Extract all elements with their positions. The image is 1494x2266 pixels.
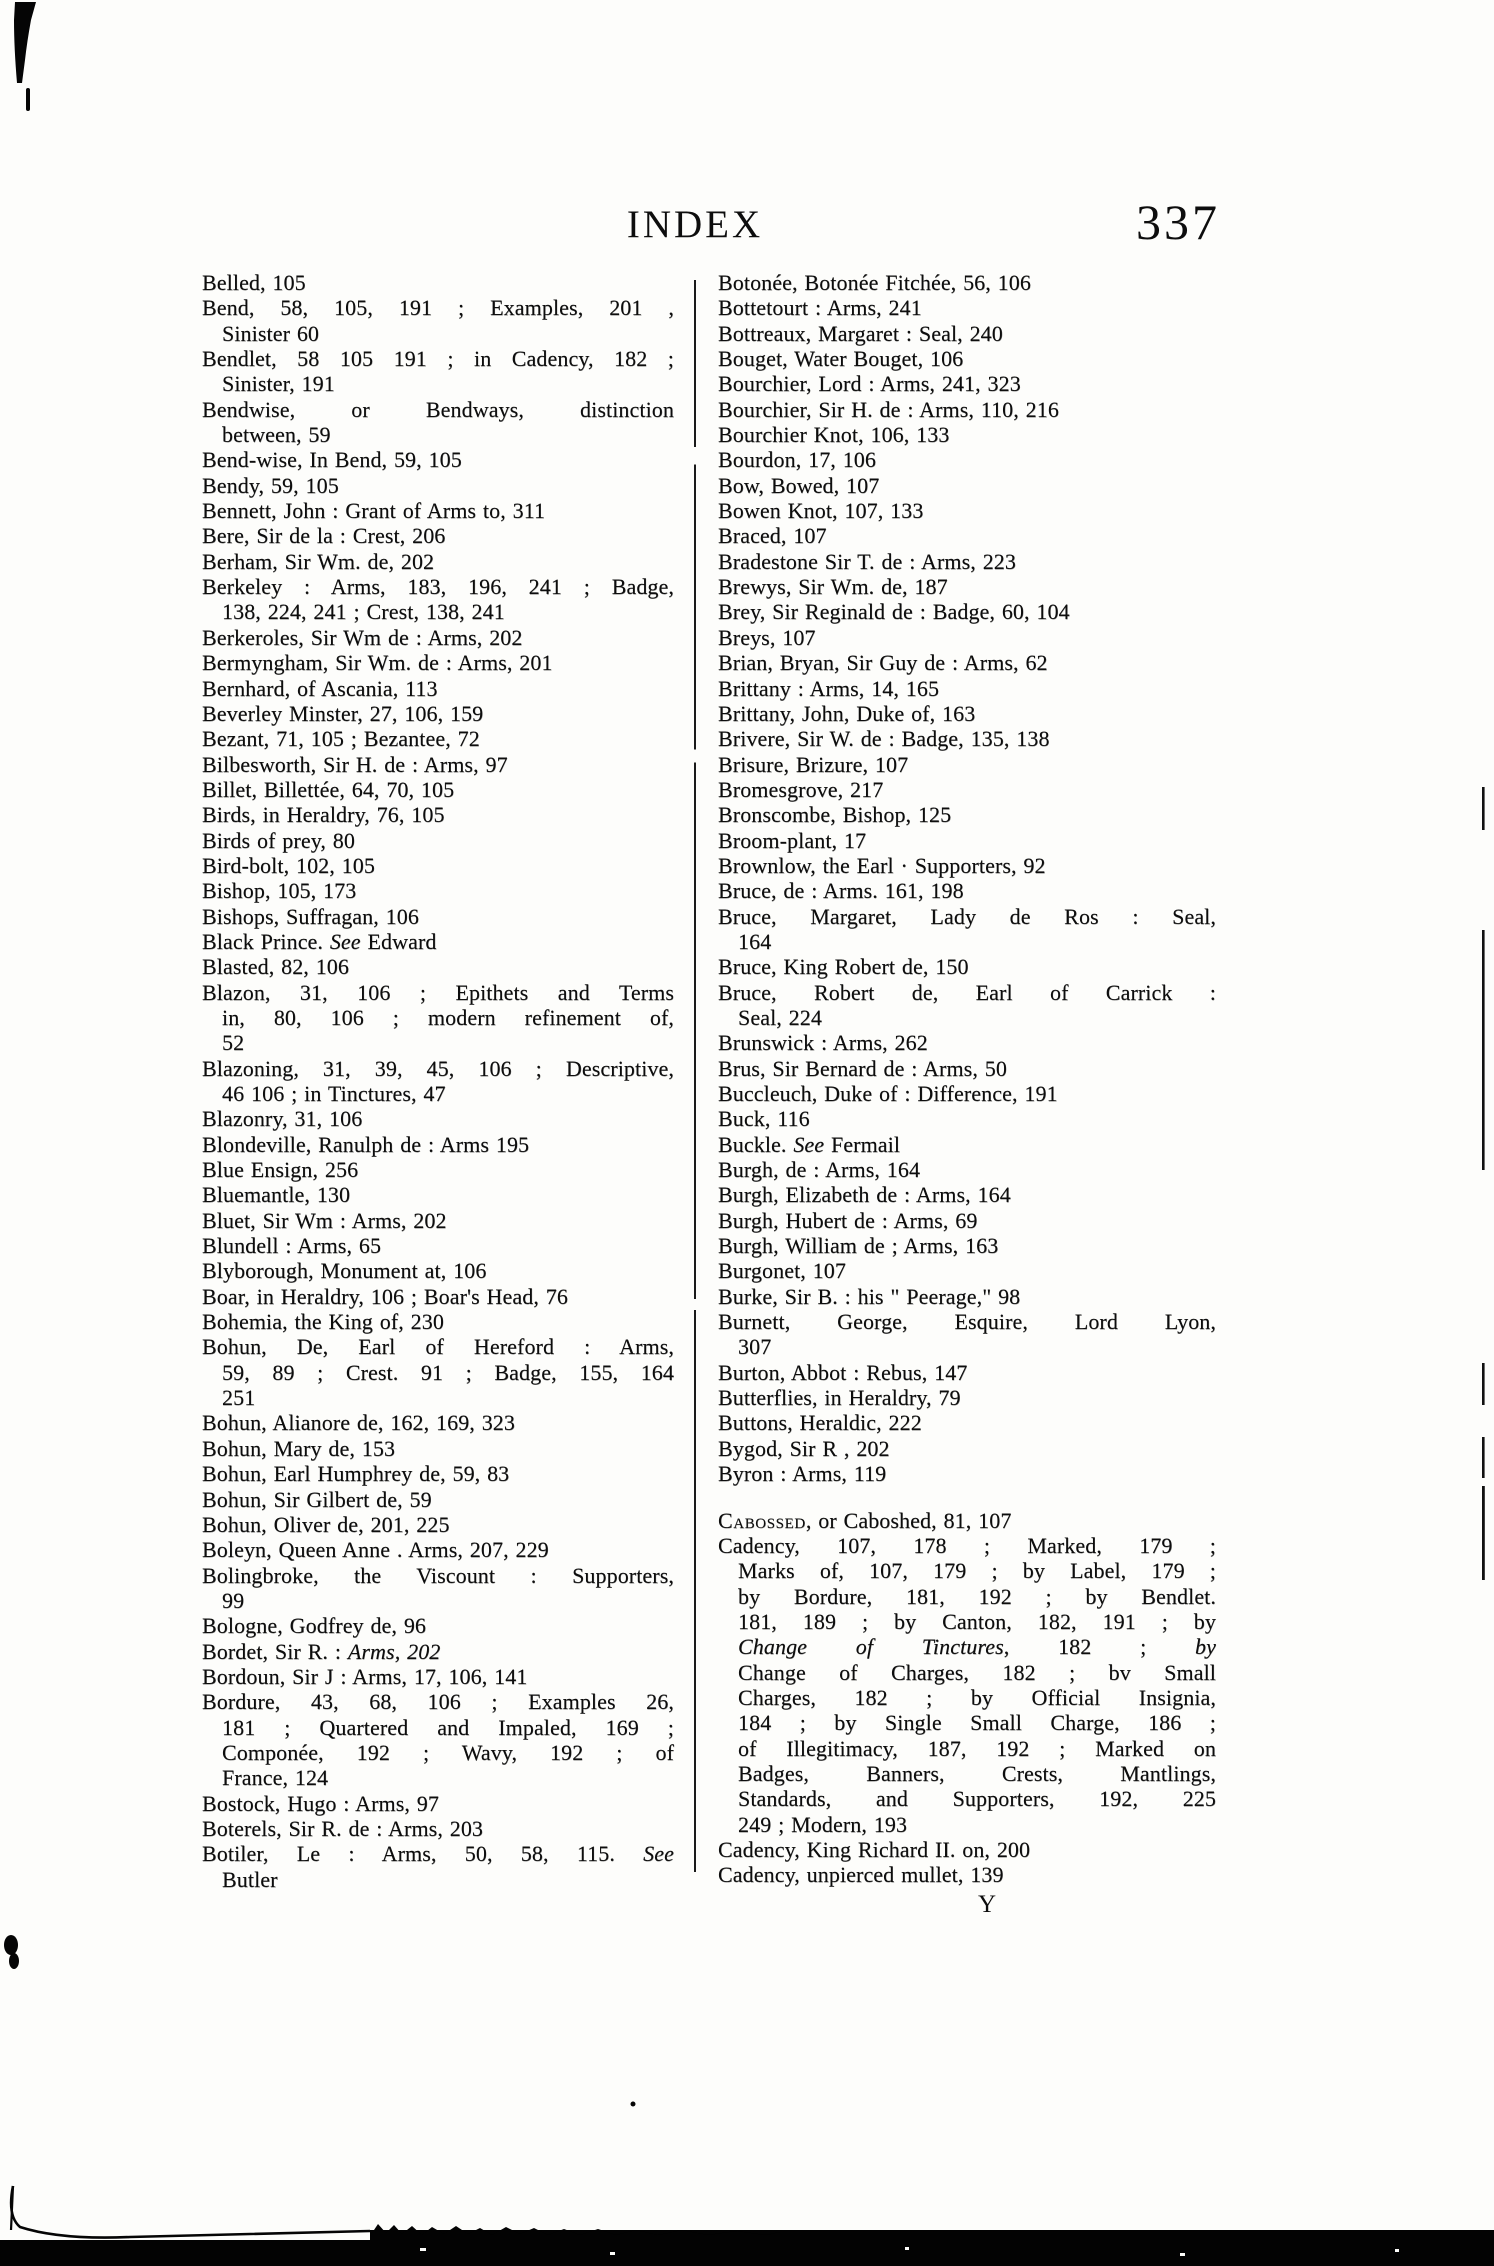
index-line [202, 726, 674, 751]
index-text: Brisure, Brizure, 107 [718, 751, 909, 777]
index-line [718, 1410, 1216, 1435]
index-line [202, 1588, 674, 1613]
index-line [718, 777, 1216, 802]
index-text: Blasted, 82, 106 [202, 954, 349, 980]
index-text: Bottetourt : Arms, 241 [718, 295, 922, 321]
index-line [202, 1461, 674, 1486]
index-line [202, 1081, 674, 1106]
index-line [202, 1182, 674, 1207]
index-text: Bruce, Robert de, Earl of Carrick : [718, 979, 1216, 1005]
index-line [202, 1030, 674, 1055]
index-text: Boar, in Heraldry, 106 ; Boar's Head, 76 [202, 1283, 568, 1309]
index-text: Blyborough, Monument at, 106 [202, 1258, 487, 1284]
index-text: Bordure, 43, 68, 106 ; Examples 26, [202, 1689, 674, 1715]
index-line [202, 422, 674, 447]
index-text: Bendwise, or Bendways, distinction [202, 396, 674, 422]
ink-blot-left-margin [4, 1935, 18, 1955]
index-line [202, 1334, 674, 1359]
index-text: Brittany : Arms, 14, 165 [718, 675, 940, 701]
index-line [202, 1841, 674, 1866]
index-text: 184 ; by Single Small Charge, 186 ; [738, 1710, 1216, 1736]
index-line [718, 1862, 1216, 1887]
index-line [202, 1512, 674, 1537]
index-line [718, 904, 1216, 929]
index-text: Cadency, unpierced mullet, 139 [718, 1862, 1004, 1888]
index-text: Bourdon, 17, 106 [718, 447, 876, 473]
index-text: Buckle. [718, 1131, 794, 1157]
index-line [202, 1385, 674, 1410]
index-text: Botiler, Le : Arms, 50, 58, 115. [202, 1841, 644, 1867]
index-text: Bostock, Hugo : Arms, 97 [202, 1790, 439, 1816]
index-text: Bow, Bowed, 107 [718, 472, 880, 498]
index-line [202, 1765, 674, 1790]
page-number: 337 [1136, 194, 1220, 250]
index-text: Boleyn, Queen Anne . Arms, 207, 229 [202, 1537, 549, 1563]
index-text: Cabossed [718, 1507, 806, 1533]
index-line [202, 371, 674, 396]
index-text: Buck, 116 [718, 1106, 810, 1132]
index-text: Standards, and Supporters, 192, 225 [738, 1786, 1216, 1812]
index-text: Bruce, King Robert de, 150 [718, 954, 969, 980]
index-line [718, 650, 1216, 675]
index-line [202, 1436, 674, 1461]
index-line [718, 1030, 1216, 1055]
index-text: Bendy, 59, 105 [202, 472, 339, 498]
index-text: Berham, Sir Wm. de, 202 [202, 548, 435, 574]
index-text: Bilbesworth, Sir H. de : Arms, 97 [202, 751, 508, 777]
index-line [202, 1410, 674, 1435]
index-line [718, 853, 1216, 878]
index-line [202, 1360, 674, 1385]
index-text: Belled, 105 [202, 270, 306, 295]
index-text: Edward [360, 928, 437, 954]
index-text: 181, 189 ; by Canton, 182, 191 ; by [738, 1608, 1216, 1634]
index-line [718, 752, 1216, 777]
index-text: See [643, 1841, 674, 1867]
index-text: Burton, Abbot : Rebus, 147 [718, 1359, 968, 1385]
index-text: Bologne, Godfrey de, 96 [202, 1613, 427, 1639]
blank-line [718, 1487, 1216, 1508]
index-text: Birds of prey, 80 [202, 827, 355, 853]
index-line [202, 523, 674, 548]
index-text: Bend, 58, 105, 191 ; Examples, 201 , [202, 295, 674, 321]
index-text: Bezant, 71, 105 ; Bezantee, 72 [202, 726, 480, 752]
index-line [202, 447, 674, 472]
index-text: Cadency, King Richard II. on, 200 [718, 1836, 1031, 1862]
index-text: between, 59 [222, 422, 331, 448]
index-text: Seal, 224 [738, 1004, 822, 1030]
column-divider-rule [694, 280, 696, 1872]
index-text: 46 106 ; in Tinctures, 47 [222, 1081, 446, 1106]
index-text: Breys, 107 [718, 624, 816, 650]
index-line [202, 802, 674, 827]
index-line [202, 1816, 674, 1841]
index-text: Marks of, 107, 179 ; by Label, 179 ; [738, 1558, 1216, 1584]
index-text: 164 [738, 928, 772, 954]
index-line [202, 295, 674, 320]
index-text: Bronscombe, Bishop, 125 [718, 802, 952, 828]
index-text: Bottreaux, Margaret : Seal, 240 [718, 320, 1003, 346]
index-line [718, 1208, 1216, 1233]
index-text: Bluet, Sir Wm : Arms, 202 [202, 1207, 447, 1233]
index-text: Change of Charges, 182 ; bv Small [738, 1659, 1216, 1685]
index-text: Componée, 192 ; Wavy, 192 ; of [222, 1739, 674, 1765]
index-text: Change of Tinctures [738, 1634, 1004, 1660]
index-text: 59, 89 ; Crest. 91 ; Badge, 155, 164 [222, 1359, 674, 1385]
index-line [202, 853, 674, 878]
index-line [202, 549, 674, 574]
index-text: Brian, Bryan, Sir Guy de : Arms, 62 [718, 650, 1048, 676]
index-line [718, 1558, 1216, 1583]
index-line [718, 1056, 1216, 1081]
index-line [202, 878, 674, 903]
ink-blot-top-left [14, 2, 36, 83]
index-line [202, 1056, 674, 1081]
index-line [202, 1613, 674, 1638]
index-text: 249 ; Modern, 193 [738, 1811, 908, 1837]
index-line [202, 1791, 674, 1816]
index-line [202, 676, 674, 701]
index-text: Boterels, Sir R. de : Arms, 203 [202, 1815, 484, 1841]
index-line [718, 1634, 1216, 1659]
page-title: INDEX [626, 203, 764, 246]
index-text: Blondeville, Ranulph de : Arms 195 [202, 1131, 530, 1157]
index-line [202, 1537, 674, 1562]
index-text: Bourchier, Sir H. de : Arms, 110, 216 [718, 396, 1059, 422]
index-text: Bruce, Margaret, Lady de Ros : Seal, [718, 903, 1216, 929]
index-text: Bolingbroke, the Viscount : Supporters, [202, 1562, 674, 1588]
index-line [718, 929, 1216, 954]
index-line [202, 1208, 674, 1233]
index-line [718, 1761, 1216, 1786]
index-line [718, 1233, 1216, 1258]
index-text: Bohun, Mary de, 153 [202, 1435, 396, 1461]
index-text: Sinister 60 [222, 320, 320, 346]
index-text: France, 124 [222, 1765, 329, 1791]
index-text: Butler [222, 1866, 278, 1892]
signature-mark: Y [978, 1891, 998, 1918]
index-text: Burgh, de : Arms, 164 [718, 1157, 921, 1183]
index-line [718, 1609, 1216, 1634]
index-text: Brittany, John, Duke of, 163 [718, 700, 976, 726]
index-line [202, 752, 674, 777]
index-text: Bernhard, of Ascania, 113 [202, 675, 438, 701]
index-line [718, 1360, 1216, 1385]
index-line [202, 498, 674, 523]
index-text: in, 80, 106 ; modern refinement of, [222, 1004, 674, 1030]
index-line [202, 473, 674, 498]
index-line [718, 321, 1216, 346]
index-text: Bluemantle, 130 [202, 1182, 351, 1208]
index-text: by [1195, 1634, 1216, 1660]
index-text: Bohun, Alianore de, 162, 169, 323 [202, 1410, 515, 1436]
index-text: Brunswick : Arms, 262 [718, 1030, 928, 1056]
index-line [718, 701, 1216, 726]
index-line [202, 1284, 674, 1309]
index-line [718, 473, 1216, 498]
index-line [202, 321, 674, 346]
index-text: Beverley Minster, 27, 106, 159 [202, 700, 484, 726]
index-line [202, 1867, 674, 1892]
index-line [718, 1584, 1216, 1609]
index-text: Bygod, Sir R , 202 [718, 1435, 890, 1461]
index-text: Buttons, Heraldic, 222 [718, 1410, 922, 1436]
index-column-right [718, 270, 1216, 1888]
index-line [718, 346, 1216, 371]
index-text: Botonée, Botonée Fitchée, 56, 106 [718, 270, 1031, 295]
index-text: Bradestone Sir T. de : Arms, 223 [718, 548, 1017, 574]
index-text: 52 [222, 1030, 245, 1056]
index-line [718, 270, 1216, 295]
index-text: Broom-plant, 17 [718, 827, 867, 853]
index-text: See [329, 928, 361, 954]
index-line [202, 1639, 674, 1664]
index-line [718, 980, 1216, 1005]
index-text: Burke, Sir B. : his " Peerage," 98 [718, 1283, 1021, 1309]
index-line [202, 1487, 674, 1512]
index-line [718, 1182, 1216, 1207]
index-text: Birds, in Heraldry, 76, 105 [202, 802, 445, 828]
index-text: Sinister, 191 [222, 371, 335, 397]
index-line [718, 1685, 1216, 1710]
index-line [202, 701, 674, 726]
index-text: Bermyngham, Sir Wm. de : Arms, 201 [202, 650, 553, 676]
index-line [718, 498, 1216, 523]
index-text: See [793, 1131, 825, 1157]
index-text: , 182 ; [1003, 1634, 1196, 1660]
ink-dash-top-left [26, 88, 30, 111]
index-line [718, 1284, 1216, 1309]
index-line [202, 1715, 674, 1740]
index-text: Buccleuch, Duke of : Difference, 191 [718, 1081, 1058, 1106]
index-text: Bend-wise, In Bend, 59, 105 [202, 447, 462, 473]
index-text: Bordoun, Sir J : Arms, 17, 106, 141 [202, 1663, 528, 1689]
index-line [202, 1664, 674, 1689]
index-line [718, 1005, 1216, 1030]
index-column-left [202, 270, 674, 1892]
index-line [718, 676, 1216, 701]
index-text: Berkeley : Arms, 183, 196, 241 ; Badge, [202, 574, 674, 600]
index-line [202, 625, 674, 650]
index-line [718, 1533, 1216, 1558]
index-line [202, 980, 674, 1005]
index-text: 138, 224, 241 ; Crest, 138, 241 [222, 599, 505, 625]
index-text: Bird-bolt, 102, 105 [202, 852, 375, 878]
index-line [718, 625, 1216, 650]
index-line [202, 346, 674, 371]
index-line [718, 574, 1216, 599]
index-text: Bohun, Earl Humphrey de, 59, 83 [202, 1461, 510, 1487]
index-text: Bourchier, Lord : Arms, 241, 323 [718, 371, 1021, 397]
index-text: Black Prince. [202, 928, 330, 954]
index-text: 307 [738, 1334, 772, 1360]
index-line [718, 1736, 1216, 1761]
index-line [202, 1740, 674, 1765]
index-text: Billet, Billettée, 64, 70, 105 [202, 776, 455, 802]
index-text: Charges, 182 ; by Official Insignia, [738, 1684, 1216, 1710]
index-line [202, 828, 674, 853]
index-line [718, 954, 1216, 979]
index-text: Bromesgrove, 217 [718, 776, 884, 802]
index-line [202, 1157, 674, 1182]
index-line [202, 270, 674, 295]
index-line [718, 422, 1216, 447]
index-line [202, 1309, 674, 1334]
index-line [718, 1132, 1216, 1157]
index-line [718, 1157, 1216, 1182]
index-text: Badges, Banners, Crests, Mantlings, [738, 1760, 1216, 1786]
index-line [718, 1385, 1216, 1410]
index-text: Brey, Sir Reginald de : Badge, 60, 104 [718, 599, 1070, 625]
index-text: Bohun, Sir Gilbert de, 59 [202, 1486, 432, 1512]
index-text: Burnett, George, Esquire, Lord Lyon, [718, 1309, 1216, 1335]
index-text: Bruce, de : Arms. 161, 198 [718, 878, 964, 904]
index-line [202, 929, 674, 954]
index-line [718, 1508, 1216, 1533]
index-line [718, 1812, 1216, 1837]
index-text: , or Caboshed, 81, 107 [805, 1507, 1012, 1533]
index-line [718, 1461, 1216, 1486]
index-text: Blue Ensign, 256 [202, 1157, 359, 1183]
index-text: Bendlet, 58 105 191 ; in Cadency, 182 ; [202, 346, 674, 372]
index-line [202, 1132, 674, 1157]
index-line [202, 1005, 674, 1030]
index-line [718, 599, 1216, 624]
index-text: Bordet, Sir R. : [202, 1638, 348, 1664]
index-text: Bouget, Water Bouget, 106 [718, 346, 964, 372]
index-text: Blazon, 31, 106 ; Epithets and Terms [202, 979, 674, 1005]
index-text: 251 [222, 1385, 256, 1411]
index-line [202, 1689, 674, 1714]
index-line [202, 777, 674, 802]
index-text: of Illegitimacy, 187, 192 ; Marked on [738, 1735, 1216, 1761]
index-line [718, 447, 1216, 472]
index-text: Burgonet, 107 [718, 1258, 846, 1284]
index-line [202, 1106, 674, 1131]
index-line [202, 599, 674, 624]
index-line [718, 1837, 1216, 1862]
index-line [718, 1081, 1216, 1106]
index-text: Berkeroles, Sir Wm de : Arms, 202 [202, 624, 523, 650]
index-text: by Bordure, 181, 192 ; by Bendlet. [738, 1583, 1216, 1609]
index-text: Byron : Arms, 119 [718, 1461, 887, 1487]
ink-dot [631, 2102, 636, 2107]
index-line [718, 802, 1216, 827]
index-line [718, 878, 1216, 903]
index-text: Cadency, 107, 178 ; Marked, 179 ; [718, 1532, 1216, 1558]
index-text: Burgh, Hubert de : Arms, 69 [718, 1207, 978, 1233]
index-text: Arms, 202 [347, 1638, 441, 1664]
index-line [718, 549, 1216, 574]
index-text: Bourchier Knot, 106, 133 [718, 422, 950, 448]
index-line [202, 1258, 674, 1283]
index-line [202, 954, 674, 979]
index-text: Bohemia, the King of, 230 [202, 1309, 444, 1335]
index-text: Burgh, William de ; Arms, 163 [718, 1233, 999, 1259]
index-text: Bere, Sir de la : Crest, 206 [202, 523, 446, 549]
index-text: Burgh, Elizabeth de : Arms, 164 [718, 1182, 1011, 1208]
index-text: Bowen Knot, 107, 133 [718, 498, 924, 524]
index-text: Brownlow, the Earl · Supporters, 92 [718, 852, 1046, 878]
index-line [718, 397, 1216, 422]
index-text: 181 ; Quartered and Impaled, 169 ; [222, 1714, 674, 1740]
index-line [718, 1309, 1216, 1334]
index-text: Blundell : Arms, 65 [202, 1233, 382, 1259]
index-text: Brus, Sir Bernard de : Arms, 50 [718, 1055, 1007, 1081]
index-text: Bohun, De, Earl of Hereford : Arms, [202, 1334, 674, 1360]
index-text: Brewys, Sir Wm. de, 187 [718, 574, 948, 600]
index-line [718, 726, 1216, 751]
index-text: Bishop, 105, 173 [202, 878, 357, 904]
index-line [718, 1660, 1216, 1685]
index-line [202, 574, 674, 599]
index-text: Blazonry, 31, 106 [202, 1106, 363, 1132]
index-line [718, 1710, 1216, 1735]
index-line [718, 1436, 1216, 1461]
index-line [202, 650, 674, 675]
index-line [718, 371, 1216, 396]
bottom-scan-edge [0, 2186, 1494, 2266]
index-text: Braced, 107 [718, 523, 827, 549]
index-line [718, 523, 1216, 548]
index-line [718, 1106, 1216, 1131]
index-line [202, 397, 674, 422]
index-text: Brivere, Sir W. de : Badge, 135, 138 [718, 726, 1050, 752]
index-line [718, 1258, 1216, 1283]
index-text: Bohun, Oliver de, 201, 225 [202, 1511, 450, 1537]
margin-line-marks [1482, 787, 1485, 1580]
index-text: Bennett, John : Grant of Arms to, 311 [202, 498, 546, 524]
index-text: 99 [222, 1587, 245, 1613]
ink-blot-left-margin [9, 1953, 19, 1969]
index-line [718, 295, 1216, 320]
index-text: Blazoning, 31, 39, 45, 106 ; Descriptive, [202, 1055, 674, 1081]
index-text: Bishops, Suffragan, 106 [202, 903, 419, 929]
index-line [718, 828, 1216, 853]
index-text: Butterflies, in Heraldry, 79 [718, 1385, 961, 1411]
index-line [202, 1233, 674, 1258]
index-text: Fermail [824, 1131, 901, 1157]
index-line [202, 1563, 674, 1588]
index-line [718, 1334, 1216, 1359]
index-line [202, 904, 674, 929]
index-line [718, 1786, 1216, 1811]
